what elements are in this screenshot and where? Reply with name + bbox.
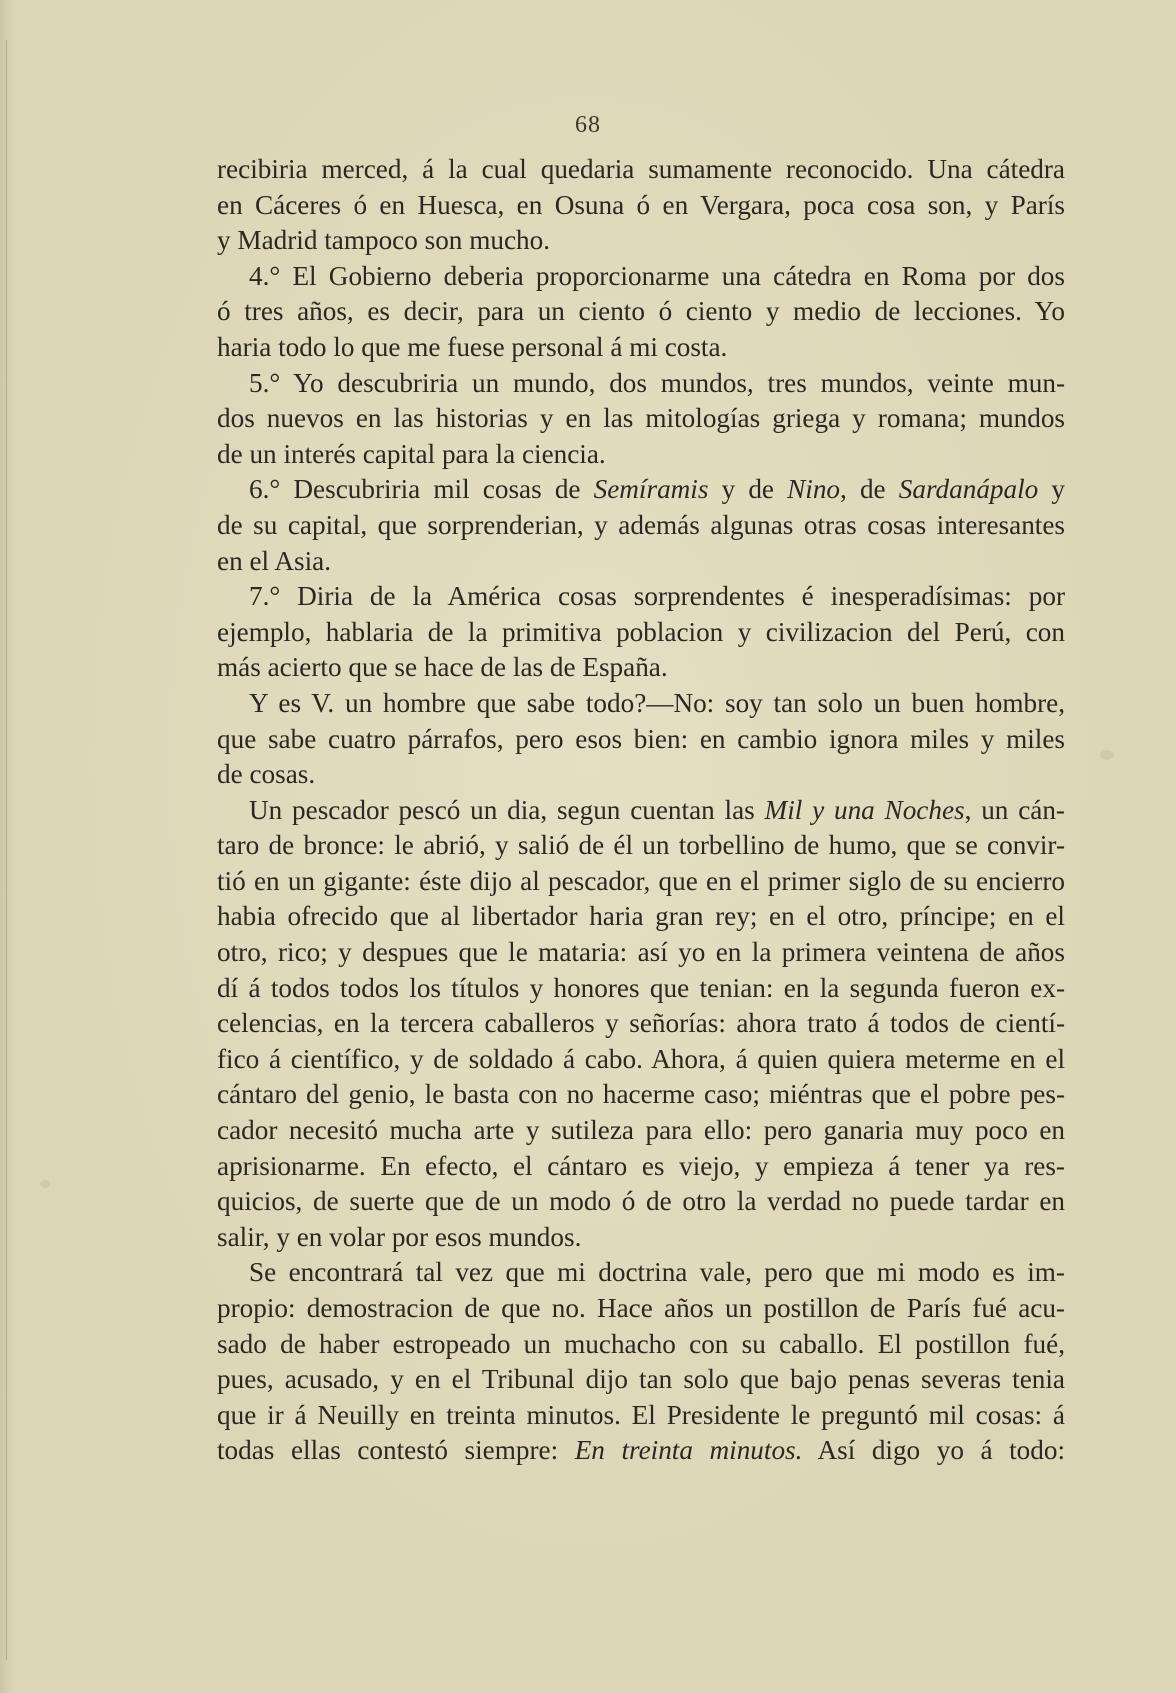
text-line: 4.° El Gobierno deberia proporcionarme una cátedra en Roma por dos	[249, 260, 1065, 291]
text-line: que sabe cuatro párrafos, pero esos bien: en cambio ignora miles y miles	[217, 723, 1065, 754]
text-line: en Cáceres ó en Huesca, en Osuna ó en Vergara, poca cosa son, y París	[217, 189, 1065, 220]
page-edge-shadow	[6, 40, 7, 1660]
paper-stain	[1100, 750, 1114, 760]
text-line: 7.° Diria de la América cosas sorprendentes é inesperadísimas: por	[249, 581, 1065, 612]
text-line: haria todo lo que me fuese personal á mi costa.	[217, 331, 728, 362]
text-line: cántaro del genio, le basta con no hacerme caso; miéntras que el pobre pes-	[217, 1079, 1065, 1110]
italic-name: Nino	[787, 474, 841, 505]
text-line: propio: demostracion de que no. Hace años un postillon de París fué acu-	[217, 1293, 1065, 1323]
italic-name: Sardanápalo	[898, 474, 1039, 505]
paragraph	[217, 259, 1065, 366]
text-line: habia ofrecido que al libertador haria gran rey; en el otro, príncipe; en el	[217, 901, 1065, 932]
text-line: taro de bronce: le abrió, y salió de él un torbellino de humo, que se convir-	[217, 830, 1065, 861]
text-line: dí á todos todos los títulos y honores que tenian: en la segunda fueron ex-	[217, 972, 1065, 1003]
paragraph	[217, 1255, 1065, 1469]
text-line: más acierto que se hace de las de España.	[217, 652, 668, 683]
text-line: quicios, de suerte que de un modo ó de otro la verdad no puede tardar en	[217, 1186, 1065, 1217]
paragraph	[217, 472, 1065, 579]
text-line: de cosas.	[217, 759, 316, 790]
text-line: en el Asia.	[217, 545, 332, 576]
text-line: 6.° Descubriria mil cosas de Semíramis y de Nino, de Sardanápalo y	[249, 474, 1065, 505]
page-number: 68	[575, 112, 601, 138]
paper-stain	[40, 1180, 50, 1188]
italic-phrase: En treinta minutos.	[574, 1435, 803, 1466]
body-text	[217, 152, 1065, 1469]
paragraph	[217, 152, 1065, 259]
text-line: tió en un gigante: éste dijo al pescador, que en el primer siglo de su encierro	[217, 865, 1065, 896]
text-line: de su capital, que sorprenderian, y además algunas otras cosas interesantes	[217, 509, 1065, 540]
paragraph	[217, 686, 1065, 793]
text-line: Se encontrará tal vez que mi doctrina vale, pero que mi modo es im-	[249, 1257, 1065, 1288]
text-line: fico á científico, y de soldado á cabo. Ahora, á quien quiera meterme en el	[217, 1043, 1065, 1074]
text-line: celencias, en la tercera caballeros y señorías: ahora trato á todos de cientí-	[217, 1008, 1065, 1039]
italic-title: Mil y una Noches	[764, 794, 965, 825]
paragraph	[217, 366, 1065, 473]
text-line: sado de haber estropeado un muchacho con su caballo. El postillon fué,	[217, 1328, 1065, 1359]
text-line: salir, y en volar por esos mundos.	[217, 1221, 582, 1252]
paragraph	[217, 579, 1065, 686]
text-line: dos nuevos en las historias y en las mitologías griega y romana; mundos	[217, 403, 1065, 434]
italic-name: Semíramis	[593, 474, 709, 505]
text-line: ejemplo, hablaria de la primitiva poblacion y civilizacion del Perú, con	[217, 616, 1065, 647]
text-line: pues, acusado, y en el Tribunal dijo tan solo que bajo penas severas tenia	[217, 1364, 1065, 1395]
text-line: recibiria merced, á la cual quedaria sumamente reconocido. Una cátedra	[217, 154, 1065, 184]
text-line: de un interés capital para la ciencia.	[217, 438, 606, 469]
text-line: Un pescador pescó un dia, segun cuentan las Mil y una Noches, un cán-	[249, 794, 1065, 825]
text-line: Y es V. un hombre que sabe todo?—No: soy tan solo un buen hombre,	[249, 687, 1065, 718]
text-line: todas ellas contestó siempre: En treinta minutos. Así digo yo á todo:	[217, 1435, 1065, 1466]
text-line: que ir á Neuilly en treinta minutos. El Presidente le preguntó mil cosas: á	[217, 1399, 1065, 1430]
text-line: 5.° Yo descubriria un mundo, dos mundos, tres mundos, veinte mun-	[249, 367, 1065, 398]
text-line: otro, rico; y despues que le mataria: así yo en la primera veintena de años	[217, 937, 1065, 968]
text-line: y Madrid tampoco son mucho.	[217, 225, 550, 256]
text-line: ó tres años, es decir, para un ciento ó ciento y medio de lecciones. Yo	[217, 296, 1065, 327]
text-line: aprisionarme. En efecto, el cántaro es viejo, y empieza á tener ya res-	[217, 1150, 1065, 1181]
paragraph	[217, 793, 1065, 1256]
text-line: cador necesitó mucha arte y sutileza para ello: pero ganaria muy poco en	[217, 1115, 1065, 1146]
